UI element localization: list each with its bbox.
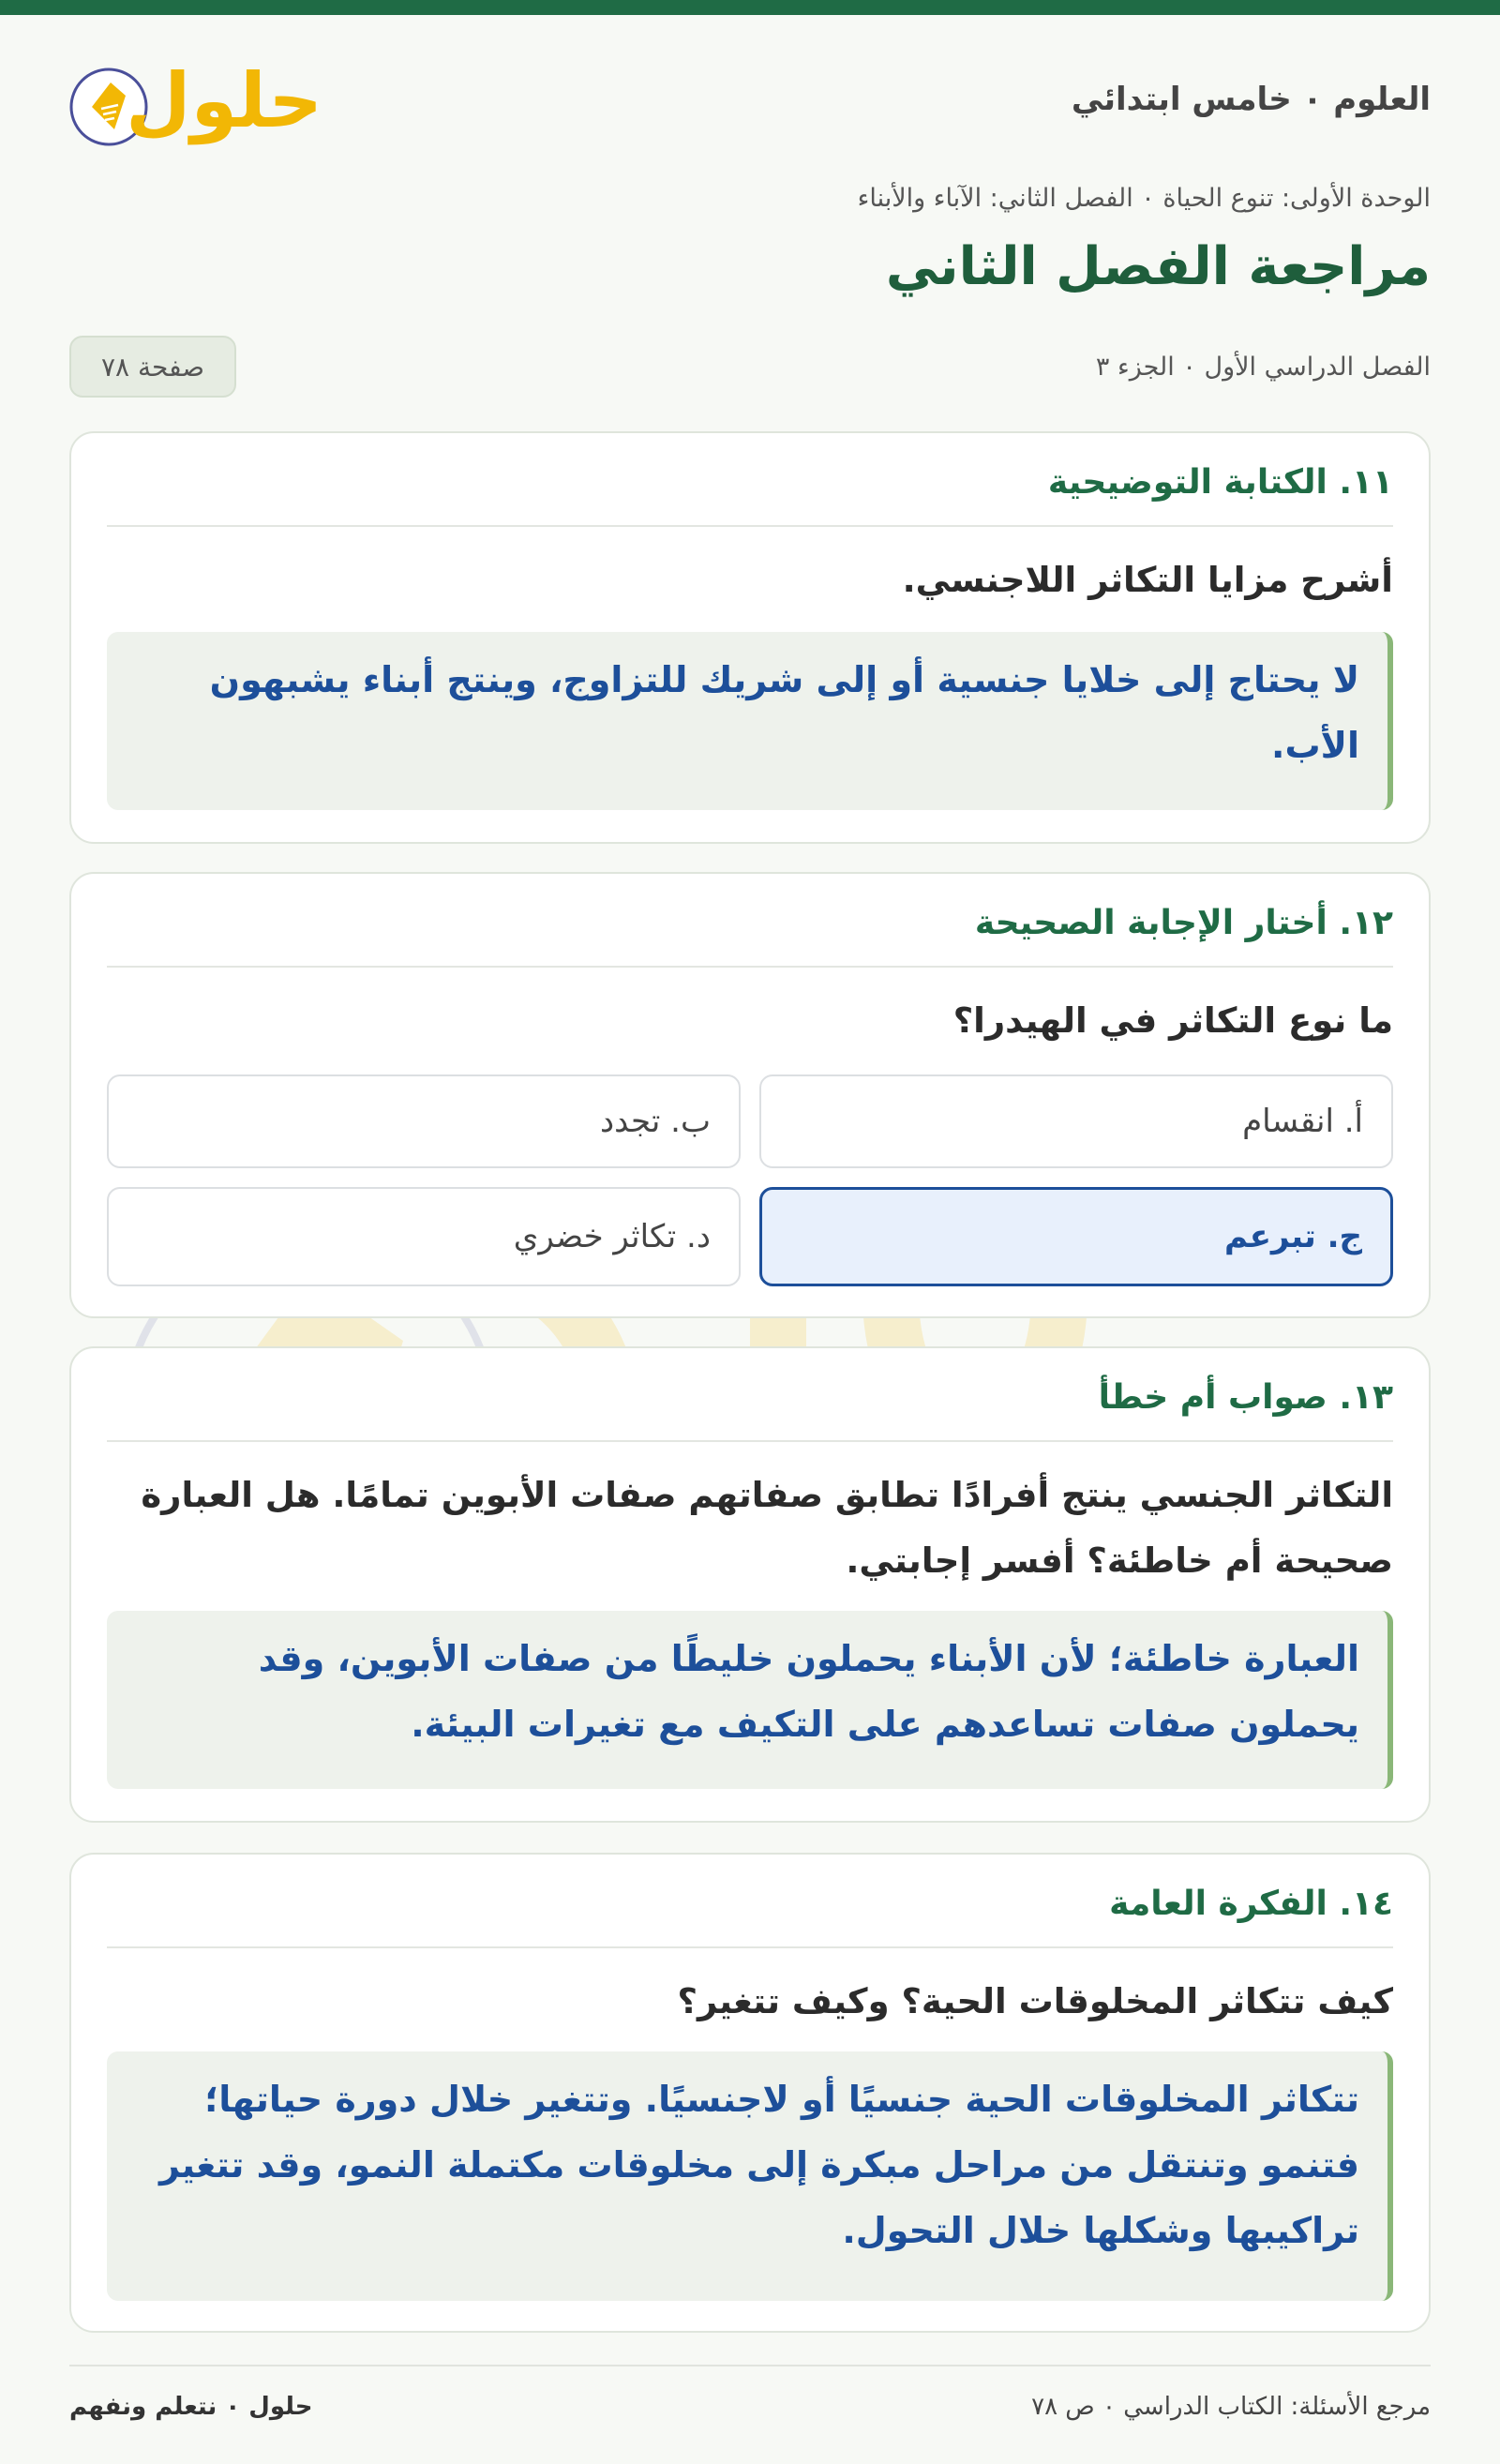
breadcrumb: الوحدة الأولى: تنوع الحياة ٠ الفصل الثاني: الآباء والأبناء bbox=[857, 184, 1431, 213]
card-heading-bar bbox=[107, 874, 1393, 968]
section-heading: ١١. الكتابة التوضيحية bbox=[1047, 463, 1393, 502]
page-badge: صفحة ٧٨ bbox=[69, 336, 236, 398]
question-text: أشرح مزايا التكاثر اللاجنسي. bbox=[902, 560, 1393, 600]
option-d[interactable]: د. تكاثر خضري bbox=[107, 1187, 741, 1286]
hulul-logo[interactable] bbox=[69, 54, 322, 148]
term-line: الفصل الدراسي الأول ٠ الجزء ٣ bbox=[1095, 353, 1431, 382]
question-card-12 bbox=[69, 872, 1431, 1318]
question-card-14 bbox=[69, 1853, 1431, 2333]
subject-grade-title: العلوم ٠ خامس ابتدائي bbox=[1071, 81, 1431, 118]
option-a[interactable]: أ. انقسام bbox=[759, 1074, 1393, 1168]
question-card-13 bbox=[69, 1346, 1431, 1823]
section-heading: ١٣. صواب أم خطأ bbox=[1098, 1378, 1393, 1417]
logo-text: حلول bbox=[126, 57, 322, 144]
answer-box: العبارة خاطئة؛ لأن الأبناء يحملون خليطًا من صفات الأبوين، وقد يحملون صفات تساعدهم على التكيف مع تغيرات البيئة. bbox=[107, 1611, 1393, 1789]
question-card-11 bbox=[69, 431, 1431, 844]
answer-box: لا يحتاج إلى خلايا جنسية أو إلى شريك للتزاوج، وينتج أبناء يشبهون الأب. bbox=[107, 632, 1393, 810]
option-b[interactable]: ب. تجدد bbox=[107, 1074, 741, 1168]
footer-divider bbox=[69, 2365, 1431, 2366]
footer-reference: مرجع الأسئلة: الكتاب الدراسي ٠ ص ٧٨ bbox=[1031, 2393, 1431, 2421]
question-text: التكاثر الجنسي ينتج أفرادًا تطابق صفاتهم صفات الأبوين تمامًا. هل العبارة صحيحة أم خاطئة؟ أفسر إجابتي. bbox=[141, 1475, 1393, 1581]
section-heading: ١٤. الفكرة العامة bbox=[1109, 1885, 1393, 1923]
page-title: مراجعة الفصل الثاني bbox=[885, 236, 1431, 297]
section-heading: ١٢. أختار الإجابة الصحيحة bbox=[974, 904, 1393, 942]
footer-brand: حلول ٠ نتعلم ونفهم bbox=[69, 2393, 313, 2421]
question-text: ما نوع التكاثر في الهيدرا؟ bbox=[952, 1000, 1393, 1041]
answer-box: تتكاثر المخلوقات الحية جنسيًا أو لاجنسيًا. وتتغير خلال دورة حياتها؛ فتنمو وتنتقل من مراحل مبكرة إلى مخلوقات مكتملة النمو، وقد تتغير تراكيبها وشكلها خلال التحول. bbox=[107, 2051, 1393, 2301]
card-heading-bar bbox=[107, 1855, 1393, 1948]
header bbox=[69, 54, 1431, 148]
card-heading-bar bbox=[107, 433, 1393, 527]
question-text: كيف تتكاثر المخلوقات الحية؟ وكيف تتغير؟ bbox=[677, 1981, 1393, 2021]
top-accent-bar bbox=[0, 0, 1500, 15]
card-heading-bar bbox=[107, 1348, 1393, 1442]
option-c-selected[interactable]: ج. تبرعم bbox=[759, 1187, 1393, 1286]
